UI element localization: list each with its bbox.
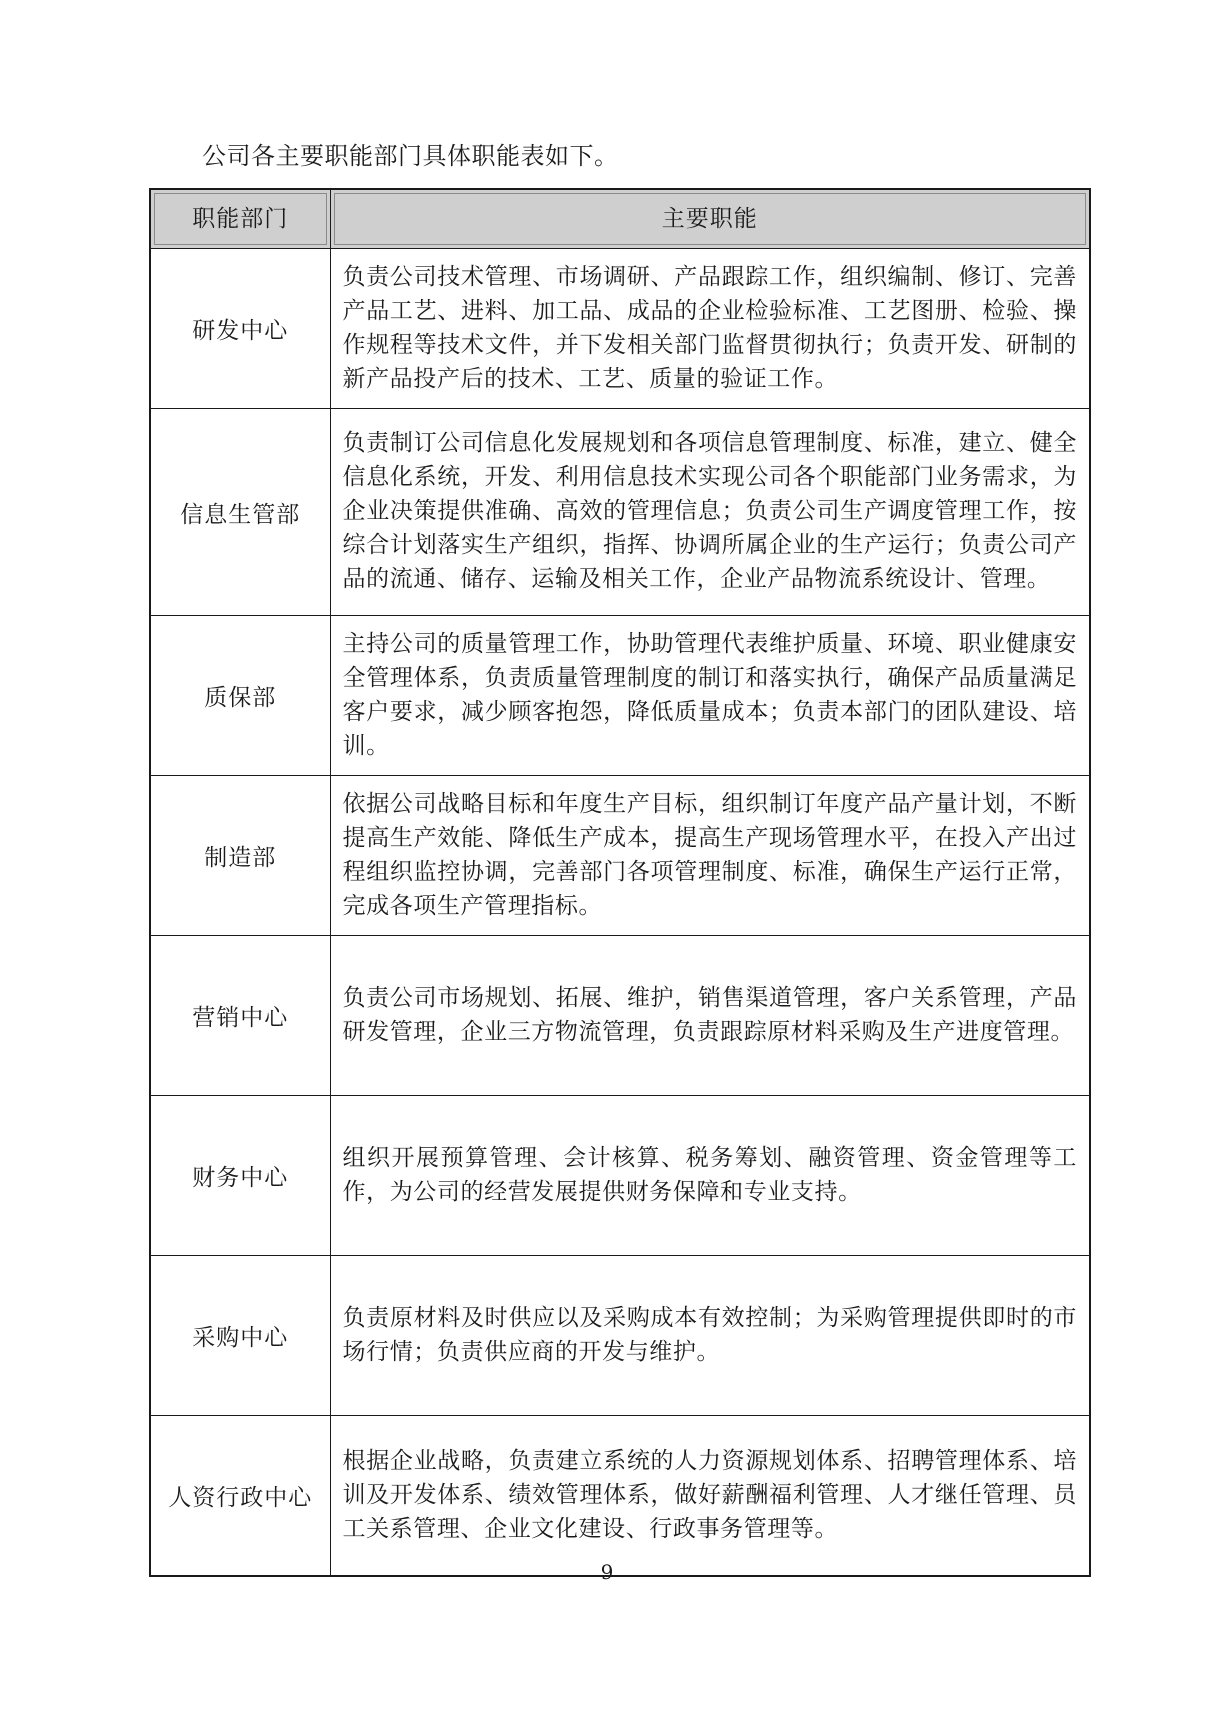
table-row <box>150 1416 1090 1577</box>
header-department-label: 职能部门 <box>154 193 327 245</box>
department-duty: 负责公司市场规划、拓展、维护，销售渠道管理，客户关系管理，产品研发管理，企业三方物流管理，负责跟踪原材料采购及生产进度管理。 <box>330 936 1090 1096</box>
department-duties-table <box>149 188 1091 1577</box>
department-name: 采购中心 <box>150 1256 330 1416</box>
table-row <box>150 1256 1090 1416</box>
department-duty: 根据企业战略，负责建立系统的人力资源规划体系、招聘管理体系、培训及开发体系、绩效管理体系，做好薪酬福利管理、人才继任管理、员工关系管理、企业文化建设、行政事务管理等。 <box>330 1416 1090 1577</box>
department-duty: 负责公司技术管理、市场调研、产品跟踪工作，组织编制、修订、完善产品工艺、进料、加工品、成品的企业检验标准、工艺图册、检验、操作规程等技术文件，并下发相关部门监督贯彻执行；负责开发、研制的新产品投产后的技术、工艺、质量的验证工作。 <box>330 249 1090 409</box>
table-row <box>150 776 1090 936</box>
table-row <box>150 616 1090 776</box>
department-name: 研发中心 <box>150 249 330 409</box>
department-name: 制造部 <box>150 776 330 936</box>
table-row <box>150 249 1090 409</box>
table-header-row <box>150 189 1090 249</box>
intro-text: 公司各主要职能部门具体职能表如下。 <box>202 142 619 170</box>
department-name: 财务中心 <box>150 1096 330 1256</box>
table-row <box>150 936 1090 1096</box>
department-duty: 组织开展预算管理、会计核算、税务筹划、融资管理、资金管理等工作，为公司的经营发展提供财务保障和专业支持。 <box>330 1096 1090 1256</box>
header-duties-label: 主要职能 <box>334 193 1087 245</box>
header-duties <box>330 189 1090 249</box>
department-duty: 主持公司的质量管理工作，协助管理代表维护质量、环境、职业健康安全管理体系，负责质量管理制度的制订和落实执行，确保产品质量满足客户要求，减少顾客抱怨，降低质量成本；负责本部门的团队建设、培训。 <box>330 616 1090 776</box>
department-duty: 负责原材料及时供应以及采购成本有效控制；为采购管理提供即时的市场行情；负责供应商的开发与维护。 <box>330 1256 1090 1416</box>
department-name: 营销中心 <box>150 936 330 1096</box>
header-department <box>150 189 330 249</box>
table-row <box>150 1096 1090 1256</box>
department-name: 质保部 <box>150 616 330 776</box>
department-name: 信息生管部 <box>150 409 330 616</box>
table-row <box>150 409 1090 616</box>
page-number: 9 <box>600 1560 614 1584</box>
department-name: 人资行政中心 <box>150 1416 330 1577</box>
department-duty: 负责制订公司信息化发展规划和各项信息管理制度、标准，建立、健全信息化系统，开发、利用信息技术实现公司各个职能部门业务需求，为企业决策提供准确、高效的管理信息；负责公司生产调度管理工作，按综合计划落实生产组织，指挥、协调所属企业的生产运行；负责公司产品的流通、储存、运输及相关工作，企业产品物流系统设计、管理。 <box>330 409 1090 616</box>
department-duty: 依据公司战略目标和年度生产目标，组织制订年度产品产量计划，不断提高生产效能、降低生产成本，提高生产现场管理水平，在投入产出过程组织监控协调，完善部门各项管理制度、标准，确保生产运行正常，完成各项生产管理指标。 <box>330 776 1090 936</box>
